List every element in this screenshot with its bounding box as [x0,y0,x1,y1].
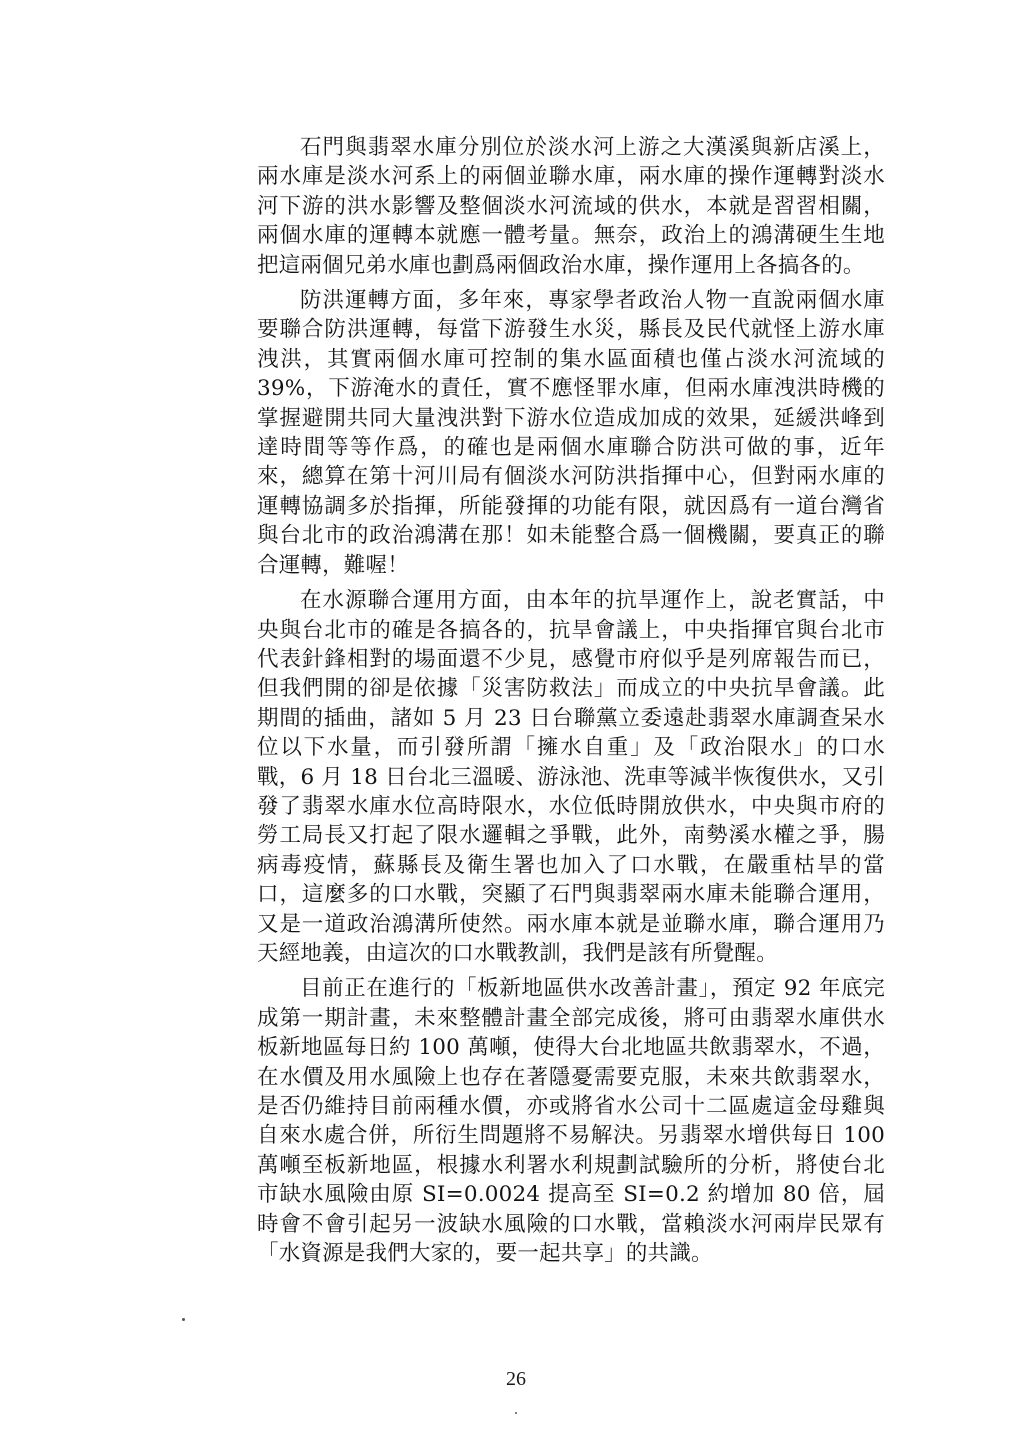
body-text [257,133,885,1274]
scan-speck [515,1412,517,1414]
paragraph-banxin-supply-plan: 目前正在進行的「板新地區供水改善計畫」，預定 92 年底完成第一期計畫，未來整體計畫全部完成後，將可由翡翠水庫供水板新地區每日約 100 萬噸，使得大台北地區共飲翡翠水，不過，在水價及用水風險上也存在著隱憂需要克服，未來共飲翡翠水，是否仍維持目前兩種水價，亦或將省水公司十二區處這金母雞與自來水處合併，所衍生問題將不易解決。另翡翠水增供每日 100 萬噸至板新地區，根據水利署水利規劃試驗所的分析，將使台北市缺水風險由原 SI=0.0024 提高至 SI=0.2 約增加 80 倍，屆時會不會引起另一波缺水風險的口水戰，當賴淡水河兩岸民眾有「水資源是我們大家的，要一起共享」的共識。 [257,976,885,1267]
paragraph-reservoir-intro: 石門與翡翠水庫分別位於淡水河上游之大漢溪與新店溪上，兩水庫是淡水河系上的兩個並聯水庫，兩水庫的操作運轉對淡水河下游的洪水影響及整個淡水河流域的供水，本就是習習相關，兩個水庫的運轉本就應一體考量。無奈，政治上的鴻溝硬生生地把這兩個兄弟水庫也劃爲兩個政治水庫，操作運用上各搞各的。 [257,135,885,278]
paragraph-flood-operation: 防洪運轉方面，多年來，專家學者政治人物一直說兩個水庫要聯合防洪運轉，每當下游發生水災，縣長及民代就怪上游水庫洩洪，其實兩個水庫可控制的集水區面積也僅占淡水河流域的39%，下游淹水的責任，實不應怪罪水庫，但兩水庫洩洪時機的掌握避開共同大量洩洪對下游水位造成加成的效果，延緩洪峰到達時間等等作爲，的確也是兩個水庫聯合防洪可做的事，近年來，總算在第十河川局有個淡水河防洪指揮中心，但對兩水庫的運轉協調多於指揮，所能發揮的功能有限，就因爲有一道台灣省與台北市的政治鴻溝在那！如未能整合爲一個機關，要真正的聯合運轉，難喔！ [257,288,885,578]
scan-speck [182,1318,185,1321]
page-number: 26 [506,1368,526,1390]
paragraph-water-source-joint-use: 在水源聯合運用方面，由本年的抗旱運作上，說老實話，中央與台北市的確是各搞各的，抗旱會議上，中央指揮官與台北市代表針鋒相對的場面還不少見，感覺市府似乎是列席報告而已，但我們開的卻是依據「災害防救法」而成立的中央抗旱會議。此期間的插曲，諸如 5 月 23 日台聯黨立委遠赴翡翠水庫調查呆水位以下水量，而引發所謂「擁水自重」及「政治限水」的口水戰，6 月 18 日台北三溫暖、游泳池、洗車等減半恢復供水，又引發了翡翠水庫水位高時限水，水位低時開放供水，中央與市府的勞工局長又打起了限水邏輯之爭戰，此外，南勢溪水權之爭，腸病毒疫情，蘇縣長及衛生署也加入了口水戰，在嚴重枯旱的當口，這麼多的口水戰，突顯了石門與翡翠兩水庫未能聯合運用，又是一道政治鴻溝所使然。兩水庫本就是並聯水庫，聯合運用乃天經地義，由這次的口水戰教訓，我們是該有所覺醒。 [257,588,885,966]
